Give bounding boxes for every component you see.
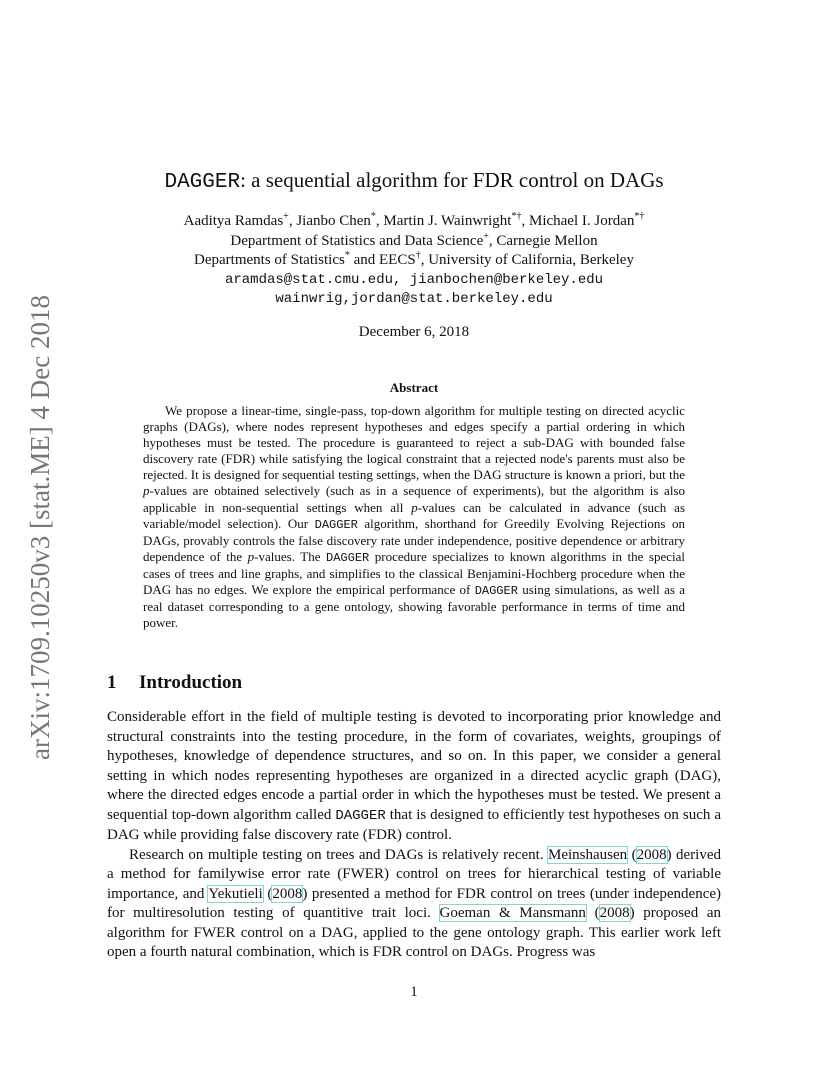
author-separator: , [521, 213, 529, 229]
email-line-1: aramdas@stat.cmu.edu, jianbochen@berkeley.edu [224, 271, 604, 288]
author-mark: *† [511, 211, 522, 222]
abstract-algorithm-name: DAGGER [326, 550, 370, 565]
arxiv-identifier: arXiv:1709.10250v3 [stat.ME] 4 Dec 2018 [24, 294, 55, 760]
paper-title [0, 168, 828, 194]
affiliation-text: , University of California, Berkeley [420, 252, 634, 268]
arxiv-sidebar [20, 282, 60, 772]
author-names [0, 212, 828, 232]
affiliation-text: Department of Statistics and Data Science [230, 232, 484, 249]
citation-year-link-goeman-mansmann[interactable]: 2008 [599, 905, 630, 921]
author-jordan: Michael I. Jordan [528, 213, 635, 229]
abstract-text: We propose a linear-time, single-pass, top-down algorithm for multiple testing on directed acyclic graphs (DAGs), where nodes represent hypotheses and edges specify a partial ordering in which hypotheses must be tested. The procedure is guaranteed to reject a sub-DAG with bounded false discovery rate (FDR) while satisfying the logical constraint that a rejected node's parents must also be rejected. It is designed for sequential testing settings, when the DAG structure is known a priori, but the [143, 403, 685, 483]
abstract-body [143, 403, 685, 631]
affiliation-text: Departments of Statistics [194, 252, 345, 268]
author-separator: , [288, 213, 297, 229]
email-line-2: wainwrig,jordan@stat.berkeley.edu [275, 291, 553, 307]
intro-paren: ( [267, 885, 273, 902]
abstract-text: -values can be calculated in advance (such as variable/model selection). Our [143, 499, 686, 531]
affiliation-text: , Carnegie Mellon [488, 232, 598, 249]
author-chen: Jianbo Chen [296, 213, 371, 229]
publication-date: December 6, 2018 [358, 324, 470, 340]
intro-paren: ) [629, 905, 635, 921]
author-ramdas: Aaditya Ramdas [183, 213, 284, 229]
page-number: 1 [410, 984, 418, 1000]
affiliation-line-2 [0, 251, 828, 271]
intro-paragraph-2 [107, 846, 721, 963]
intro-paren: ( [631, 846, 637, 863]
abstract-text: using simulations, as well as a real dataset corresponding to a gene ontology, showing favorable performance in terms of time and power. [143, 582, 685, 631]
abstract-algorithm-name: DAGGER [474, 584, 518, 599]
introduction-body [107, 708, 721, 963]
author-wainwright: Martin J. Wainwright [383, 213, 512, 229]
abstract-text: -values. The [254, 548, 327, 564]
intro-text: Considerable effort in the field of multiple testing is devoted to incorporating prior knowledge and structural constraints into the testing procedure, in the form of covariates, weights, groupings of hypotheses, knowledge of dependence structures, and so on. In this paper, we consider a general setting in which nodes representing hypotheses are organized in a directed acyclic graph (DAG), where the directed edges encode a partial order in which the hypotheses must be tested. We present a sequential top-down algorithm called [107, 709, 721, 823]
intro-paren: ) [666, 846, 672, 863]
abstract-italic-p: p [143, 483, 150, 499]
intro-algorithm-name: DAGGER [335, 807, 386, 824]
intro-text: Research on multiple testing on trees and DAGs is relatively recent. [129, 846, 548, 863]
affiliation-mark: † [415, 250, 421, 261]
section-heading-introduction [107, 672, 242, 694]
affiliation-mark: + [483, 230, 489, 242]
author-separator: , [375, 213, 384, 229]
author-mark: + [283, 211, 289, 222]
intro-text: proposed an algorithm for FWER control on a DAG, applied to the gene ontology graph. This earlier work left open a fourth natural combination, which is FDR control on DAGs. Progress was [107, 905, 722, 960]
abstract-italic-p: p [411, 499, 418, 515]
intro-text: presented a method for FDR control on trees (under independence) for multiresolution testing of quantitive trait loci. [107, 885, 722, 921]
section-title: Introduction [139, 672, 243, 693]
intro-space [586, 905, 595, 921]
citation-year-link-meinshausen[interactable]: 2008 [636, 846, 667, 863]
section-number: 1 [107, 672, 117, 693]
affiliation-text: and EECS [349, 252, 416, 268]
author-block [0, 212, 828, 310]
abstract-italic-p: p [247, 548, 255, 564]
abstract-text: procedure specializes to known algorithms in the special cases of trees and line graphs, and simplifies to the classical Benjamini-Hochberg procedure when the DAG has no edges. We explore the empirical performance of [143, 548, 685, 598]
affiliation-line-1 [0, 232, 828, 252]
title-algorithm-name: DAGGER [164, 171, 241, 194]
citation-year-link-yekutieli[interactable]: 2008 [272, 885, 303, 902]
intro-text: that is designed to efficiently test hypotheses on such a DAG while providing false discovery rate (FDR) control. [107, 806, 721, 843]
abstract-text: algorithm, shorthand for Greedily Evolving Rejections on DAGs, provably controls the false discovery rate under independence, positive dependence or arbitrary dependence of the [143, 515, 685, 564]
citation-link-meinshausen[interactable]: Meinshausen [548, 846, 628, 863]
intro-paragraph-1 [107, 708, 721, 846]
abstract-algorithm-name: DAGGER [314, 517, 358, 532]
title-text: : a sequential algorithm for FDR control on DAGs [240, 168, 664, 192]
author-mark: *† [634, 211, 645, 222]
citation-link-yekutieli[interactable]: Yekutieli [208, 885, 263, 902]
intro-text: derived a method for familywise error rate (FWER) control on trees for hierarchical testing of variable importance, and [107, 846, 721, 902]
citation-link-goeman-mansmann[interactable]: Goeman & Mansmann [439, 905, 586, 921]
abstract-heading: Abstract [389, 380, 439, 395]
intro-paren: ) [302, 885, 308, 902]
author-mark: * [370, 211, 376, 222]
abstract-text: -values are obtained selectively (such as in a sequence of experiments), but the algorithm is also applicable in non-sequential settings when all [143, 483, 685, 515]
affiliation-mark: * [344, 250, 350, 261]
intro-paren: ( [594, 905, 600, 921]
